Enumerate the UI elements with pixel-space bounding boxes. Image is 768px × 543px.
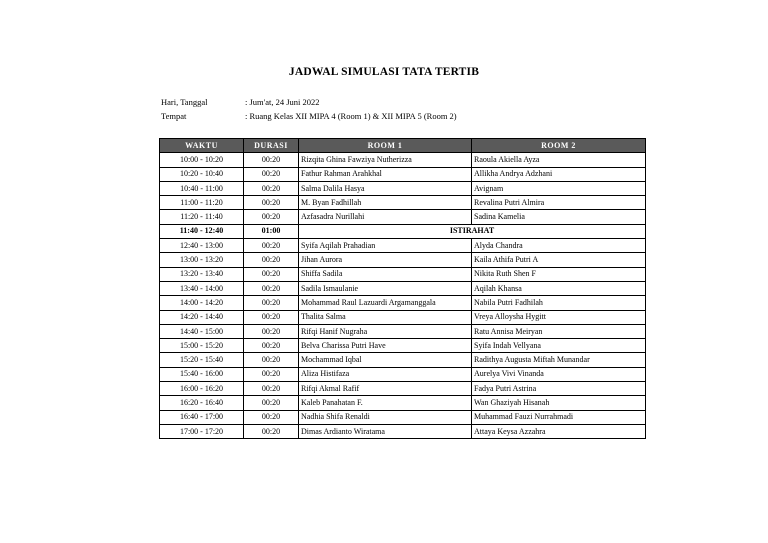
duration-cell: 00:20 (244, 253, 299, 267)
table-row (160, 310, 646, 324)
room2-cell: Raoula Akiella Ayza (472, 153, 646, 167)
info-place-label: Tempat (161, 111, 187, 121)
duration-cell: 00:20 (244, 410, 299, 424)
room1-cell: Azfasadra Nurillahi (299, 210, 472, 224)
document-title: JADWAL SIMULASI TATA TERTIB (288, 66, 480, 78)
schedule-table (159, 138, 646, 439)
table-header-row (160, 139, 646, 153)
room2-cell: Radithya Augusta Miftah Munandar (472, 353, 646, 367)
table-row (160, 281, 646, 295)
duration-cell: 00:20 (244, 196, 299, 210)
room2-cell: Nikita Ruth Shen F (472, 267, 646, 281)
room1-cell: Syifa Aqilah Prahadian (299, 239, 472, 253)
table-row (160, 324, 646, 338)
room1-cell: Dimas Ardianto Wiratama (299, 424, 472, 438)
time-cell: 14:40 - 15:00 (160, 324, 244, 338)
table-row (160, 239, 646, 253)
duration-cell: 00:20 (244, 153, 299, 167)
duration-cell: 00:20 (244, 267, 299, 281)
room1-cell: Mohammad Raul Lazuardi Argamanggala (299, 296, 472, 310)
duration-cell: 00:20 (244, 324, 299, 338)
duration-cell: 00:20 (244, 367, 299, 381)
table-row (160, 267, 646, 281)
time-cell: 14:00 - 14:20 (160, 296, 244, 310)
break-label: ISTIRAHAT (299, 224, 646, 238)
time-cell: 10:00 - 10:20 (160, 153, 244, 167)
room2-cell: Revalina Putri Almira (472, 196, 646, 210)
time-cell: 10:40 - 11:00 (160, 181, 244, 195)
room1-cell: Mochammad Iqbal (299, 353, 472, 367)
room1-cell: Sadila Ismaulanie (299, 281, 472, 295)
time-cell: 16:00 - 16:20 (160, 382, 244, 396)
time-cell: 13:20 - 13:40 (160, 267, 244, 281)
duration-cell: 00:20 (244, 310, 299, 324)
duration-cell: 00:20 (244, 181, 299, 195)
duration-cell: 00:20 (244, 382, 299, 396)
room1-cell: Aliza Histifaza (299, 367, 472, 381)
room2-cell: Kaila Athifa Putri A (472, 253, 646, 267)
info-date-row (161, 97, 320, 107)
duration-cell: 00:20 (244, 353, 299, 367)
time-cell: 14:20 - 14:40 (160, 310, 244, 324)
table-row (160, 353, 646, 367)
table-row (160, 210, 646, 224)
duration-cell: 00:20 (244, 281, 299, 295)
room2-cell: Muhammad Fauzi Nurrahmadi (472, 410, 646, 424)
header-room1: ROOM 1 (299, 139, 472, 153)
room2-cell: Allikha Andrya Adzhani (472, 167, 646, 181)
room1-cell: Nadhia Shifa Renaldi (299, 410, 472, 424)
duration-cell: 00:20 (244, 339, 299, 353)
room1-cell: Jihan Aurora (299, 253, 472, 267)
room1-cell: Rifqi Hanif Nugraha (299, 324, 472, 338)
time-cell: 16:40 - 17:00 (160, 410, 244, 424)
room1-cell: M. Byan Fadhillah (299, 196, 472, 210)
header-durasi: DURASI (244, 139, 299, 153)
time-cell: 16:20 - 16:40 (160, 396, 244, 410)
room1-cell: Rifqi Akmal Rafif (299, 382, 472, 396)
room2-cell: Aqilah Khansa (472, 281, 646, 295)
time-cell: 17:00 - 17:20 (160, 424, 244, 438)
time-cell: 10:20 - 10:40 (160, 167, 244, 181)
room2-cell: Avignam (472, 181, 646, 195)
time-cell: 12:40 - 13:00 (160, 239, 244, 253)
room2-cell: Sadina Kamelia (472, 210, 646, 224)
info-date-value: : Jum'at, 24 Juni 2022 (245, 97, 320, 107)
table-row (160, 167, 646, 181)
time-cell: 15:40 - 16:00 (160, 367, 244, 381)
room1-cell: Thalita Salma (299, 310, 472, 324)
break-row (160, 224, 646, 238)
table-row (160, 382, 646, 396)
duration-cell: 00:20 (244, 396, 299, 410)
room1-cell: Fathur Rahman Arahkhal (299, 167, 472, 181)
table-row (160, 410, 646, 424)
table-row (160, 396, 646, 410)
table-row (160, 296, 646, 310)
duration-cell: 00:20 (244, 296, 299, 310)
table-row (160, 253, 646, 267)
room2-cell: Attaya Keysa Azzahra (472, 424, 646, 438)
room2-cell: Fadya Putri Astrina (472, 382, 646, 396)
time-cell: 13:00 - 13:20 (160, 253, 244, 267)
time-cell: 11:20 - 11:40 (160, 210, 244, 224)
info-place-row (161, 111, 457, 121)
duration-cell: 00:20 (244, 239, 299, 253)
time-cell: 15:20 - 15:40 (160, 353, 244, 367)
room2-cell: Ratu Annisa Meiryan (472, 324, 646, 338)
table-row (160, 181, 646, 195)
room2-cell: Aurelya Vivi Vinanda (472, 367, 646, 381)
room2-cell: Syifa Indah Vellyana (472, 339, 646, 353)
room1-cell: Shiffa Sadila (299, 267, 472, 281)
info-place-value: : Ruang Kelas XII MIPA 4 (Room 1) & XII MIPA 5 (Room 2) (245, 111, 457, 121)
room1-cell: Rizqita Ghina Fawziya Nutherizza (299, 153, 472, 167)
room1-cell: Belva Charissa Putri Have (299, 339, 472, 353)
time-cell: 15:00 - 15:20 (160, 339, 244, 353)
room2-cell: Nabila Putri Fadhilah (472, 296, 646, 310)
header-room2: ROOM 2 (472, 139, 646, 153)
room2-cell: Vreya Alloysha Hygitt (472, 310, 646, 324)
room1-cell: Kaleb Panahatan F. (299, 396, 472, 410)
time-cell: 13:40 - 14:00 (160, 281, 244, 295)
table-row (160, 196, 646, 210)
table-row (160, 424, 646, 438)
duration-cell: 01:00 (244, 224, 299, 238)
header-waktu: WAKTU (160, 139, 244, 153)
room2-cell: Wan Ghaziyah Hisanah (472, 396, 646, 410)
duration-cell: 00:20 (244, 210, 299, 224)
room1-cell: Salma Dalila Hasya (299, 181, 472, 195)
duration-cell: 00:20 (244, 167, 299, 181)
time-cell: 11:40 - 12:40 (160, 224, 244, 238)
table-row (160, 153, 646, 167)
table-row (160, 339, 646, 353)
info-date-label: Hari, Tanggal (161, 97, 208, 107)
room2-cell: Alyda Chandra (472, 239, 646, 253)
time-cell: 11:00 - 11:20 (160, 196, 244, 210)
duration-cell: 00:20 (244, 424, 299, 438)
table-row (160, 367, 646, 381)
